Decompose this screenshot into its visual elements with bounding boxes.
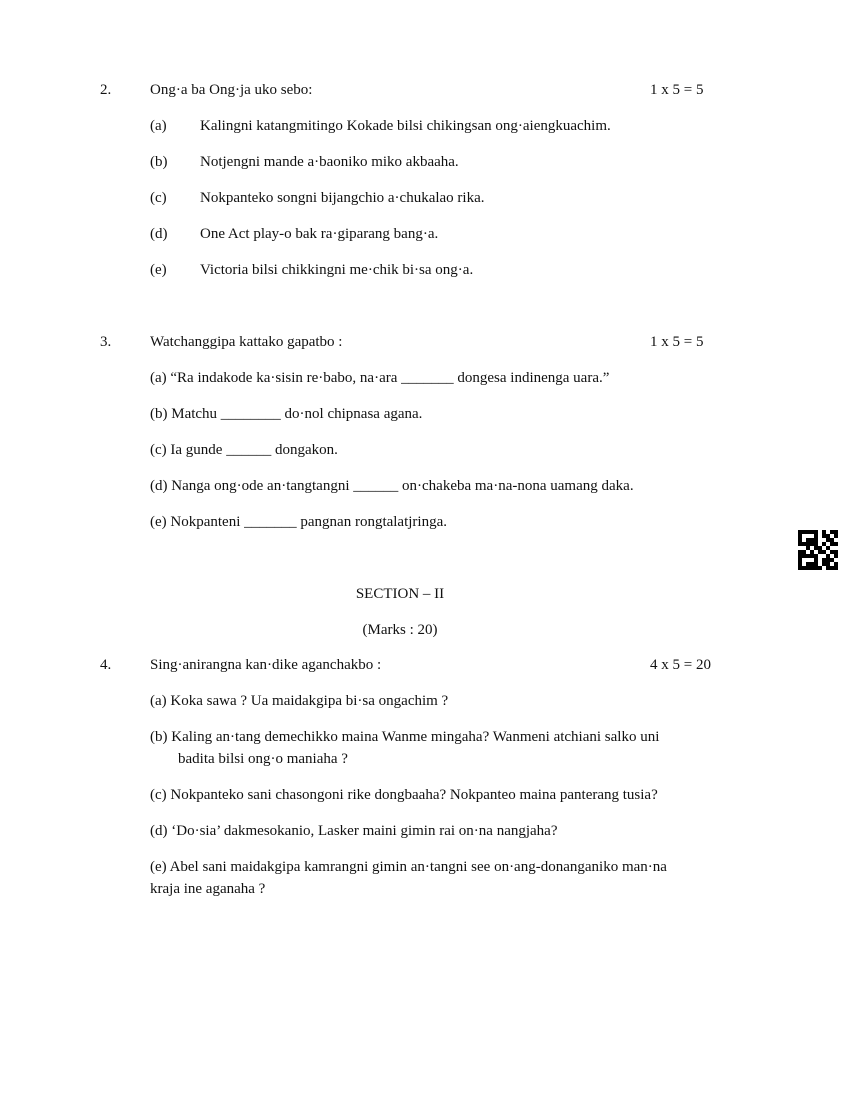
question-3-item-a: (a) “Ra indakode ka·sisin re·babo, na·ara _______ dongesa indinenga uara.” xyxy=(150,370,610,386)
qr-code-icon xyxy=(798,530,838,570)
question-3-instruction: Watchanggipa kattako gapatbo : xyxy=(150,334,343,350)
question-4-marks: 4 x 5 = 20 xyxy=(650,657,711,673)
question-2-item-a-text: Kalingni katangmitingo Kokade bilsi chikingsan ong·aiengkuachim. xyxy=(200,118,611,134)
question-4-item-d: (d) ‘Do·sia’ dakmesokanio, Lasker maini gimin rai on·na nangjaha? xyxy=(150,823,558,839)
question-4-item-e-line2: kraja ine aganaha ? xyxy=(150,881,266,897)
question-4-item-a: (a) Koka sawa ? Ua maidakgipa bi·sa ongachim ? xyxy=(150,693,449,709)
section-marks: (Marks : 20) xyxy=(362,622,438,638)
question-2-item-e-text: Victoria bilsi chikkingni me·chik bi·sa ong·a. xyxy=(200,262,474,278)
question-2-instruction: Ong·a ba Ong·ja uko sebo: xyxy=(150,82,313,98)
question-3-item-b: (b) Matchu ________ do·nol chipnasa agana. xyxy=(150,406,423,422)
question-4-item-b-line2: badita bilsi ong·o maniaha ? xyxy=(178,751,348,767)
question-2-marks: 1 x 5 = 5 xyxy=(650,82,704,98)
question-3-number: 3. xyxy=(100,334,112,350)
question-2-number: 2. xyxy=(100,82,112,98)
question-2-item-d-text: One Act play-o bak ra·giparang bang·a. xyxy=(200,226,439,242)
question-2-item-b-label: (b) xyxy=(150,154,168,170)
question-3-item-e: (e) Nokpanteni _______ pangnan rongtalatjringa. xyxy=(150,514,447,530)
question-3-item-d: (d) Nanga ong·ode an·tangtangni ______ on·chakeba ma·na-nona uamang daka. xyxy=(150,478,634,494)
question-4-item-e-line1: (e) Abel sani maidakgipa kamrangni gimin an·tangni see on·ang-donanganiko man·na xyxy=(150,859,667,875)
question-3-marks: 1 x 5 = 5 xyxy=(650,334,704,350)
question-2-item-e-label: (e) xyxy=(150,262,167,278)
question-4-item-c: (c) Nokpanteko sani chasongoni rike dongbaaha? Nokpanteo maina panterang tusia? xyxy=(150,787,658,803)
question-2-item-c-label: (c) xyxy=(150,190,167,206)
question-4-instruction: Sing·anirangna kan·dike aganchakbo : xyxy=(150,657,382,673)
question-4-item-b-line1: (b) Kaling an·tang demechikko maina Wanme mingaha? Wanmeni atchiani salko uni xyxy=(150,729,660,745)
section-title: SECTION – II xyxy=(355,586,445,602)
question-2-item-c-text: Nokpanteko songni bijangchio a·chukalao rika. xyxy=(200,190,485,206)
question-2-item-b-text: Notjengni mande a·baoniko miko akbaaha. xyxy=(200,154,459,170)
question-3-item-c: (c) Ia gunde ______ dongakon. xyxy=(150,442,338,458)
question-2-item-d-label: (d) xyxy=(150,226,168,242)
question-2-item-a-label: (a) xyxy=(150,118,167,134)
question-4-number: 4. xyxy=(100,657,112,673)
